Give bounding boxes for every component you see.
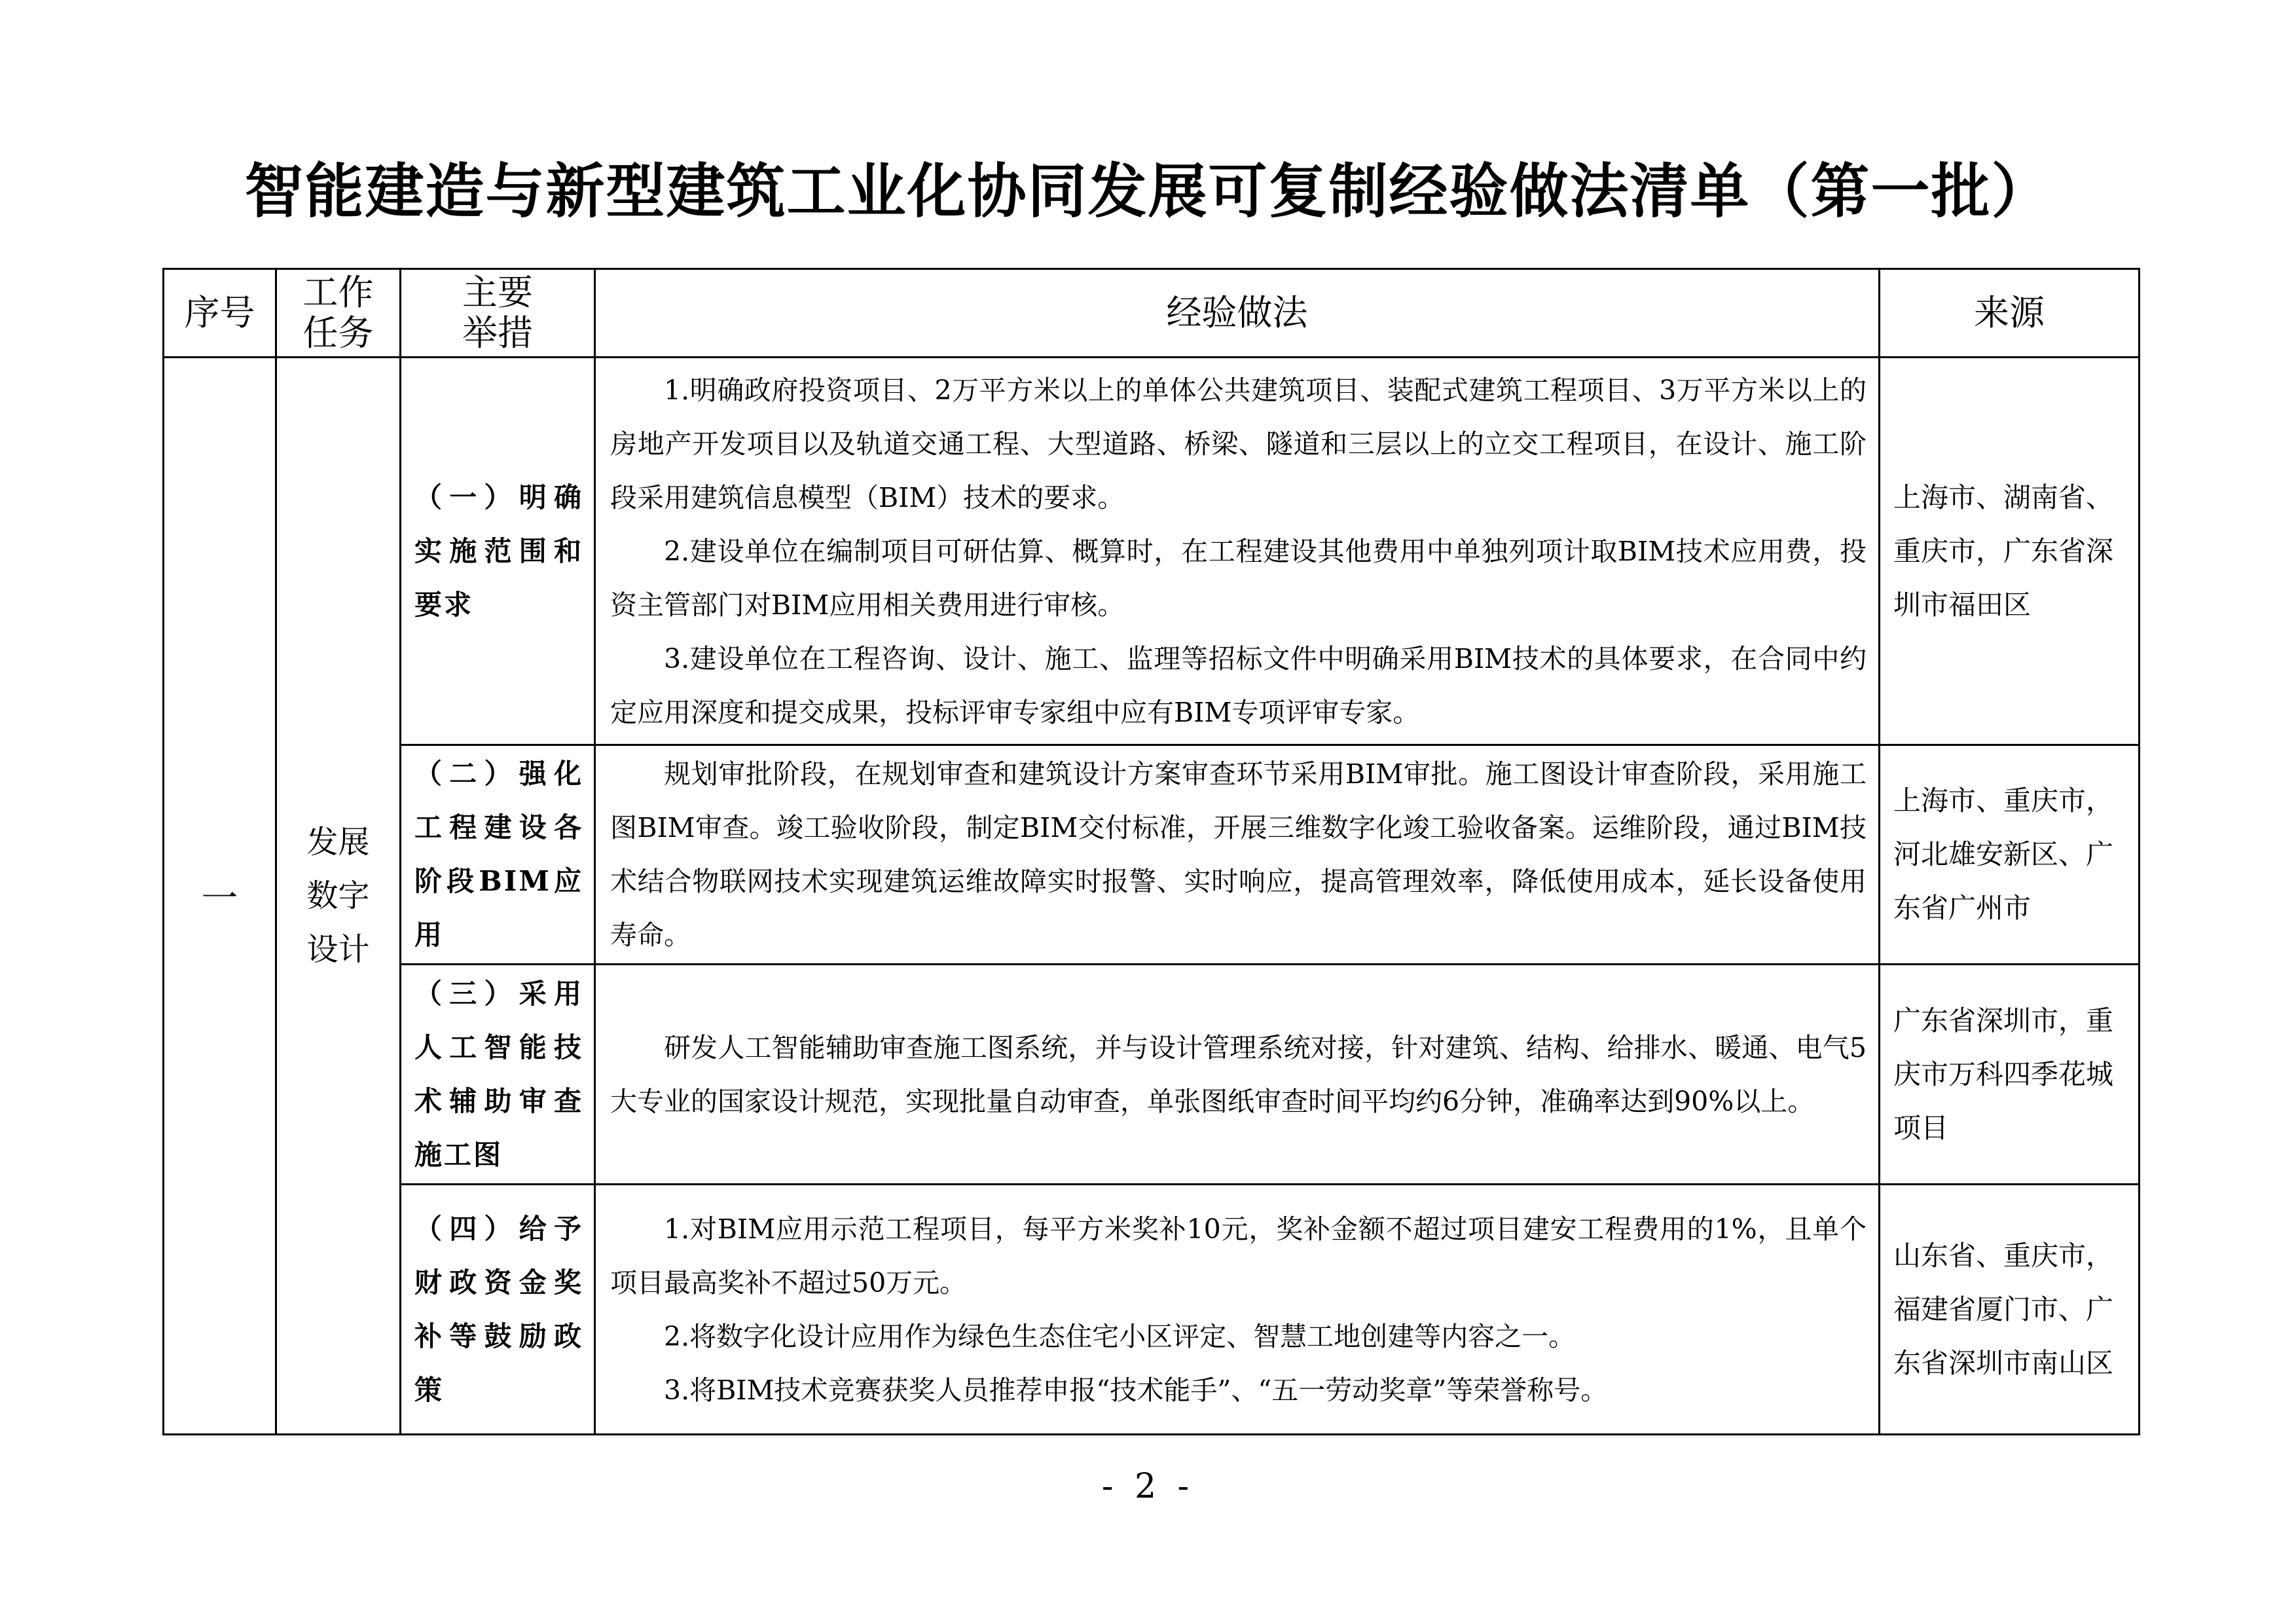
header-task: [276, 269, 401, 358]
header-task-line1: 工作: [302, 272, 374, 313]
practice-cell: [595, 358, 1880, 745]
practice-item: 3.建设单位在工程咨询、设计、施工、监理等招标文件中明确采用BIM技术的具体要求，在合同中约定应用深度和提交成果，投标评审专家组中应有BIM专项评审专家。: [610, 642, 1867, 728]
header-task-line2: 任务: [302, 312, 374, 354]
measure-cell: （二）强化工程建设各阶段BIM应用: [401, 745, 595, 965]
source-cell: 上海市、重庆市，河北雄安新区、广东省广州市: [1880, 745, 2140, 965]
task-cell: [276, 358, 401, 1435]
practice-item: 规划审批阶段，在规划审查和建筑设计方案审查环节采用BIM审批。施工图设计审查阶段，采用施工图BIM审查。竣工验收阶段，制定BIM交付标准，开展三维数字化竣工验收备案。运维阶段，通过BIM技术结合物联网技术实现建筑运维故障实时报警、实时响应，提高管理效率，降低使用成本，延长设备使用寿命。: [610, 758, 1867, 951]
measure-cell: （四）给予财政资金奖补等鼓励政策: [401, 1185, 595, 1435]
practice-cell: [595, 1185, 1880, 1435]
practices-table: [162, 268, 2140, 1435]
measure-cell: （一）明确实施范围和要求: [401, 358, 595, 745]
header-source: 来源: [1880, 269, 2140, 358]
source-cell: 上海市、湖南省、重庆市，广东省深圳市福田区: [1880, 358, 2140, 745]
header-measure-line2: 举措: [462, 312, 533, 354]
source-cell: 山东省、重庆市，福建省厦门市、广东省深圳市南山区: [1880, 1185, 2140, 1435]
table-row: [164, 745, 2140, 965]
task-text: 发展数字设计: [306, 824, 370, 968]
measure-cell: （三）采用人工智能技术辅助审查施工图: [401, 965, 595, 1185]
table-row: [164, 1185, 2140, 1435]
header-practice: 经验做法: [595, 269, 1880, 358]
practice-item: 2.将数字化设计应用作为绿色生态住宅小区评定、智慧工地创建等内容之一。: [664, 1320, 1576, 1352]
practice-cell: [595, 965, 1880, 1185]
seq-cell: 一: [164, 358, 276, 1435]
table-row: [164, 358, 2140, 745]
header-measure-line1: 主要: [462, 272, 533, 313]
practice-item: 1.对BIM应用示范工程项目，每平方米奖补10元，奖补金额不超过项目建安工程费用的1%，且单个项目最高奖补不超过50万元。: [610, 1213, 1867, 1299]
table-header-row: [164, 269, 2140, 358]
practice-item: 研发人工智能辅助审查施工图系统，并与设计管理系统对接，针对建筑、结构、给排水、暖通、电气5大专业的国家设计规范，实现批量自动审查，单张图纸审查时间平均约6分钟，准确率达到90%以上。: [610, 1031, 1867, 1117]
practice-item: 2.建设单位在编制项目可研估算、概算时，在工程建设其他费用中单独列项计取BIM技术应用费，投资主管部门对BIM应用相关费用进行审核。: [610, 535, 1867, 621]
table-row: [164, 965, 2140, 1185]
page-number: - 2 -: [1101, 1467, 1195, 1506]
document-title: 智能建造与新型建筑工业化协同发展可复制经验做法清单（第一批）: [244, 157, 2052, 226]
source-cell: 广东省深圳市，重庆市万科四季花城项目: [1880, 965, 2140, 1185]
header-seq: 序号: [164, 269, 276, 358]
practice-item: 1.明确政府投资项目、2万平方米以上的单体公共建筑项目、装配式建筑工程项目、3万平方米以上的房地产开发项目以及轨道交通工程、大型道路、桥梁、隧道和三层以上的立交工程项目，在设计、施工阶段采用建筑信息模型（BIM）技术的要求。: [610, 374, 1867, 513]
practice-item: 3.将BIM技术竞赛获奖人员推荐申报“技术能手”、“五一劳动奖章”等荣誉称号。: [664, 1374, 1608, 1406]
practice-cell: [595, 745, 1880, 965]
header-measure: [401, 269, 595, 358]
